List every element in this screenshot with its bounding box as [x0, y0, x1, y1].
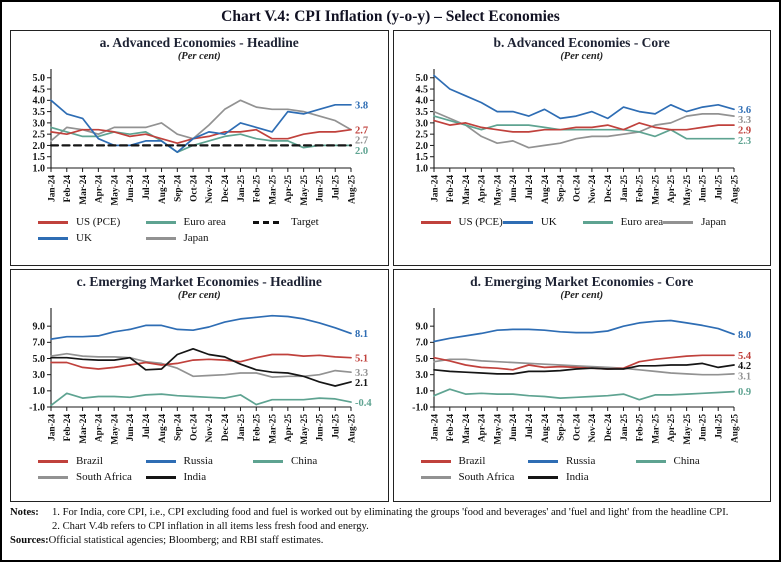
legend-item-us-pce [421, 216, 503, 229]
legend-item-uk [503, 216, 583, 229]
svg-text:May-25: May-25 [300, 174, 311, 206]
end-label-russia: 8.1 [355, 328, 369, 340]
note-line-1 [10, 506, 771, 520]
end-label-japan: 3.3 [737, 114, 751, 126]
panel-c-title: c. Emerging Market Economies - Headline [76, 274, 322, 289]
sources-label: Sources: [10, 534, 49, 546]
series-line-brazil [434, 355, 734, 370]
svg-text:Mar-25: Mar-25 [651, 174, 662, 205]
svg-text:Apr-25: Apr-25 [284, 174, 295, 203]
svg-text:7.0: 7.0 [415, 337, 428, 349]
svg-text:Aug-24: Aug-24 [158, 413, 169, 443]
svg-text:Aug-25: Aug-25 [347, 174, 358, 204]
svg-text:Mar-25: Mar-25 [268, 413, 279, 444]
svg-text:Jan-25: Jan-25 [237, 174, 248, 202]
series-line-india [51, 349, 351, 386]
end-label-india: 2.1 [355, 377, 369, 389]
legend-label-japan: Japan [701, 216, 727, 229]
svg-text:Nov-24: Nov-24 [205, 174, 216, 204]
panel-c-chart [14, 303, 385, 453]
legend-swatch-russia [528, 460, 558, 463]
svg-text:Jan-25: Jan-25 [619, 174, 630, 202]
svg-text:1.5: 1.5 [32, 151, 46, 163]
panel-b-title: b. Advanced Economies - Core [493, 35, 670, 50]
svg-text:May-25: May-25 [300, 413, 311, 445]
legend-label-uk: UK [76, 232, 92, 245]
legend-swatch-brazil [38, 460, 68, 463]
svg-text:Mar-25: Mar-25 [651, 413, 662, 444]
series-line-india [434, 363, 734, 374]
legend-label-brazil: Brazil [458, 455, 486, 468]
svg-text:Oct-24: Oct-24 [572, 174, 583, 202]
legend-item-china [253, 455, 361, 468]
svg-text:Jul-24: Jul-24 [142, 174, 153, 200]
svg-text:Jun-25: Jun-25 [315, 174, 326, 203]
legend-item-target [253, 216, 361, 229]
legend-label-south-africa: South Africa [458, 471, 515, 484]
legend-label-russia: Russia [183, 455, 213, 468]
svg-text:3.0: 3.0 [415, 369, 428, 381]
svg-text:5.0: 5.0 [415, 353, 428, 365]
svg-text:Jan-24: Jan-24 [430, 413, 441, 441]
svg-text:May-24: May-24 [493, 413, 504, 445]
sources-line [10, 534, 771, 548]
legend-swatch-china [253, 460, 283, 463]
svg-text:3.0: 3.0 [32, 118, 46, 130]
panel-b-legend [397, 216, 768, 229]
series-line-china [51, 393, 351, 405]
svg-text:5.0: 5.0 [32, 353, 46, 365]
note-line-2 [10, 520, 771, 534]
svg-text:Mar-24: Mar-24 [79, 413, 90, 444]
legend-item-euro-area [583, 216, 663, 229]
svg-text:Sep-24: Sep-24 [556, 174, 567, 202]
svg-text:5.0: 5.0 [32, 72, 46, 84]
legend-item-japan [663, 216, 743, 229]
note-item-1: 1. For India, core CPI, i.e., CPI excluding food and fuel is worked out by eliminating the groups 'food and beverages' and 'fuel and light' from the headline CPI. [52, 507, 729, 518]
svg-text:Jul-25: Jul-25 [714, 413, 725, 439]
legend-item-uk [38, 232, 146, 245]
svg-text:Apr-25: Apr-25 [666, 413, 677, 442]
svg-text:Jan-24: Jan-24 [430, 174, 441, 202]
legend-swatch-us-pce [38, 221, 68, 224]
panel-a-chart [14, 64, 385, 214]
svg-text:Jun-25: Jun-25 [698, 413, 709, 442]
legend-label-euro-area: Euro area [183, 216, 226, 229]
end-label-russia: 8.0 [737, 329, 751, 341]
chart-svg-b [400, 64, 764, 214]
svg-text:Feb-25: Feb-25 [252, 413, 263, 442]
svg-text:Nov-24: Nov-24 [587, 174, 598, 204]
notes-label: Notes: [10, 507, 39, 518]
svg-text:Dec-24: Dec-24 [221, 174, 232, 203]
svg-text:Apr-25: Apr-25 [666, 174, 677, 203]
chart-svg-a [17, 64, 381, 214]
end-label-uk: 3.6 [737, 104, 751, 116]
svg-text:Mar-24: Mar-24 [79, 174, 90, 205]
legend-swatch-india [146, 476, 176, 479]
end-label-us-pce: 2.7 [355, 124, 369, 136]
panel-d-title: d. Emerging Market Economies - Core [470, 274, 694, 289]
legend-swatch-brazil [421, 460, 451, 463]
end-label-brazil: 5.4 [737, 350, 751, 362]
svg-text:Mar-24: Mar-24 [461, 174, 472, 205]
svg-text:Aug-25: Aug-25 [347, 413, 358, 443]
svg-text:Feb-24: Feb-24 [63, 174, 74, 203]
svg-text:Aug-24: Aug-24 [540, 174, 551, 204]
end-label-south-africa: 3.1 [737, 371, 751, 383]
end-label-brazil: 5.1 [355, 353, 369, 365]
end-label-india: 4.2 [737, 360, 751, 372]
legend-label-target: Target [291, 216, 319, 229]
svg-text:Jun-24: Jun-24 [126, 174, 137, 203]
svg-text:5.0: 5.0 [415, 72, 428, 84]
legend-swatch-south-africa [38, 476, 68, 479]
legend-label-brazil: Brazil [76, 455, 103, 468]
svg-text:May-24: May-24 [110, 413, 121, 445]
legend-label-japan: Japan [183, 232, 209, 245]
end-label-us-pce: 2.9 [737, 125, 751, 137]
svg-text:2.5: 2.5 [415, 129, 428, 141]
svg-text:Aug-25: Aug-25 [730, 413, 741, 443]
panel-c-subtitle: (Per cent) [177, 290, 221, 302]
legend-swatch-uk [38, 237, 68, 240]
svg-text:Jan-24: Jan-24 [47, 413, 58, 441]
legend-swatch-japan [146, 237, 176, 240]
legend-label-us-pce: US (PCE) [458, 216, 503, 229]
svg-text:Nov-24: Nov-24 [205, 413, 216, 443]
legend-swatch-south-africa [421, 476, 451, 479]
end-label-china: -0.4 [355, 397, 372, 409]
legend-item-japan [146, 232, 254, 245]
panels-grid [10, 30, 771, 502]
svg-text:3.5: 3.5 [415, 106, 428, 118]
svg-text:2.0: 2.0 [415, 140, 428, 152]
legend-swatch-euro-area [146, 221, 176, 224]
panel-b-advanced-core [393, 30, 772, 266]
svg-text:Feb-25: Feb-25 [635, 174, 646, 203]
svg-text:Oct-24: Oct-24 [189, 413, 200, 441]
svg-text:Apr-24: Apr-24 [94, 413, 105, 442]
legend-item-china [636, 455, 744, 468]
svg-text:May-24: May-24 [493, 174, 504, 206]
svg-text:Apr-24: Apr-24 [477, 413, 488, 442]
legend-item-brazil [38, 455, 146, 468]
svg-text:Jun-25: Jun-25 [315, 413, 326, 442]
svg-text:7.0: 7.0 [32, 337, 46, 349]
figure-title: Chart V.4: CPI Inflation (y-o-y) – Select Economies [221, 8, 560, 25]
svg-text:Oct-24: Oct-24 [572, 413, 583, 441]
panel-c-legend [14, 455, 385, 484]
svg-text:Apr-24: Apr-24 [477, 174, 488, 203]
panel-d-chart [397, 303, 768, 453]
legend-label-euro-area: Euro area [620, 216, 664, 229]
end-label-china: 0.9 [737, 386, 751, 398]
svg-text:Jun-24: Jun-24 [508, 413, 519, 442]
panel-d-legend [397, 455, 768, 484]
panel-a-advanced-headline [10, 30, 389, 266]
svg-text:1.0: 1.0 [415, 385, 428, 397]
panel-c-eme-headline [10, 269, 389, 502]
svg-text:Apr-25: Apr-25 [284, 413, 295, 442]
legend-swatch-japan [663, 221, 693, 224]
legend-label-india: India [183, 471, 207, 484]
legend-item-euro-area [146, 216, 254, 229]
legend-item-india [528, 471, 636, 484]
svg-text:4.5: 4.5 [415, 84, 428, 96]
svg-text:4.0: 4.0 [32, 95, 46, 107]
series-line-south-africa [51, 353, 351, 376]
legend-item-us-pce [38, 216, 146, 229]
chart-svg-d [400, 303, 764, 453]
panel-d-subtitle: (Per cent) [560, 290, 604, 302]
svg-text:Feb-25: Feb-25 [252, 174, 263, 203]
svg-text:Aug-24: Aug-24 [158, 174, 169, 204]
svg-text:Jun-25: Jun-25 [698, 174, 709, 203]
svg-text:Mar-25: Mar-25 [268, 174, 279, 205]
svg-text:Feb-25: Feb-25 [635, 413, 646, 442]
panel-a-legend [14, 216, 385, 245]
svg-text:Nov-24: Nov-24 [587, 413, 598, 443]
end-label-uk: 3.8 [355, 100, 369, 112]
svg-text:Dec-24: Dec-24 [603, 174, 614, 203]
svg-text:2.0: 2.0 [32, 140, 46, 152]
svg-text:Sep-24: Sep-24 [556, 413, 567, 441]
panel-a-title: a. Advanced Economies - Headline [99, 35, 299, 50]
svg-text:Sep-24: Sep-24 [173, 413, 184, 441]
svg-text:1.0: 1.0 [415, 163, 428, 175]
legend-label-uk: UK [540, 216, 557, 229]
svg-text:Jul-25: Jul-25 [331, 174, 342, 200]
svg-text:Aug-24: Aug-24 [540, 413, 551, 443]
svg-text:Jul-24: Jul-24 [524, 174, 535, 200]
svg-text:1.0: 1.0 [32, 385, 46, 397]
svg-text:4.5: 4.5 [32, 84, 46, 96]
svg-text:Jul-25: Jul-25 [331, 413, 342, 439]
legend-item-south-africa [421, 471, 529, 484]
end-label-south-africa: 3.3 [355, 367, 369, 379]
panel-d-eme-core [393, 269, 772, 502]
legend-item-russia [528, 455, 636, 468]
legend-label-india: India [566, 471, 589, 484]
svg-text:Dec-24: Dec-24 [603, 413, 614, 442]
legend-swatch-euro-area [583, 221, 613, 224]
svg-text:1.5: 1.5 [415, 151, 428, 163]
end-label-japan: 2.7 [355, 135, 369, 147]
series-line-russia [434, 320, 734, 341]
legend-item-russia [146, 455, 254, 468]
series-line-china [434, 389, 734, 400]
svg-text:Jun-24: Jun-24 [126, 413, 137, 442]
legend-swatch-russia [146, 460, 176, 463]
legend-label-russia: Russia [566, 455, 596, 468]
svg-text:Dec-24: Dec-24 [221, 413, 232, 442]
notes [10, 506, 771, 548]
svg-text:9.0: 9.0 [415, 321, 428, 333]
series-line-russia [51, 315, 351, 338]
svg-text:-1.0: -1.0 [29, 402, 46, 414]
svg-text:-1.0: -1.0 [411, 402, 428, 414]
svg-text:Aug-25: Aug-25 [730, 174, 741, 204]
legend-label-china: China [291, 455, 318, 468]
svg-text:Sep-24: Sep-24 [173, 174, 184, 202]
svg-text:Jul-24: Jul-24 [142, 413, 153, 439]
svg-text:Jul-25: Jul-25 [714, 174, 725, 200]
svg-text:4.0: 4.0 [415, 95, 428, 107]
legend-label-south-africa: South Africa [76, 471, 132, 484]
svg-text:3.5: 3.5 [32, 106, 46, 118]
note-item-2: 2. Chart V.4b refers to CPI inflation in all items less fresh food and energy. [52, 520, 369, 532]
svg-text:Feb-24: Feb-24 [63, 413, 74, 442]
chart-svg-c [17, 303, 381, 453]
legend-item-south-africa [38, 471, 146, 484]
sources-text: Official statistical agencies; Bloomberg; and RBI staff estimates. [48, 534, 324, 546]
svg-text:Feb-24: Feb-24 [445, 174, 456, 203]
panel-a-subtitle: (Per cent) [177, 51, 221, 63]
svg-text:Jun-24: Jun-24 [508, 174, 519, 203]
svg-text:Oct-24: Oct-24 [189, 174, 200, 202]
svg-text:May-25: May-25 [682, 174, 693, 206]
svg-text:Jan-24: Jan-24 [47, 174, 58, 202]
svg-text:2.5: 2.5 [32, 129, 46, 141]
svg-text:Jan-25: Jan-25 [237, 413, 248, 441]
legend-swatch-china [636, 460, 666, 463]
svg-text:Jul-24: Jul-24 [524, 413, 535, 439]
legend-label-us-pce: US (PCE) [76, 216, 121, 229]
series-line-uk [434, 75, 734, 118]
svg-text:Jan-25: Jan-25 [619, 413, 630, 441]
svg-text:Apr-24: Apr-24 [94, 174, 105, 203]
panel-b-subtitle: (Per cent) [560, 51, 604, 63]
end-label-euro-area: 2.3 [737, 135, 751, 147]
svg-text:Mar-24: Mar-24 [461, 413, 472, 444]
svg-text:Feb-24: Feb-24 [445, 413, 456, 442]
legend-swatch-uk [503, 221, 533, 224]
svg-text:1.0: 1.0 [32, 163, 46, 175]
panel-b-chart [397, 64, 768, 214]
legend-label-china: China [673, 455, 700, 468]
legend-item-brazil [421, 455, 529, 468]
legend-swatch-india [528, 476, 558, 479]
end-label-euro-area: 2.0 [355, 145, 369, 157]
svg-text:3.0: 3.0 [415, 118, 428, 130]
svg-text:3.0: 3.0 [32, 369, 46, 381]
legend-item-india [146, 471, 254, 484]
legend-swatch-us-pce [421, 221, 451, 224]
svg-text:May-24: May-24 [110, 174, 121, 206]
legend-swatch-target [253, 221, 283, 224]
svg-text:9.0: 9.0 [32, 321, 46, 333]
svg-text:May-25: May-25 [682, 413, 693, 445]
